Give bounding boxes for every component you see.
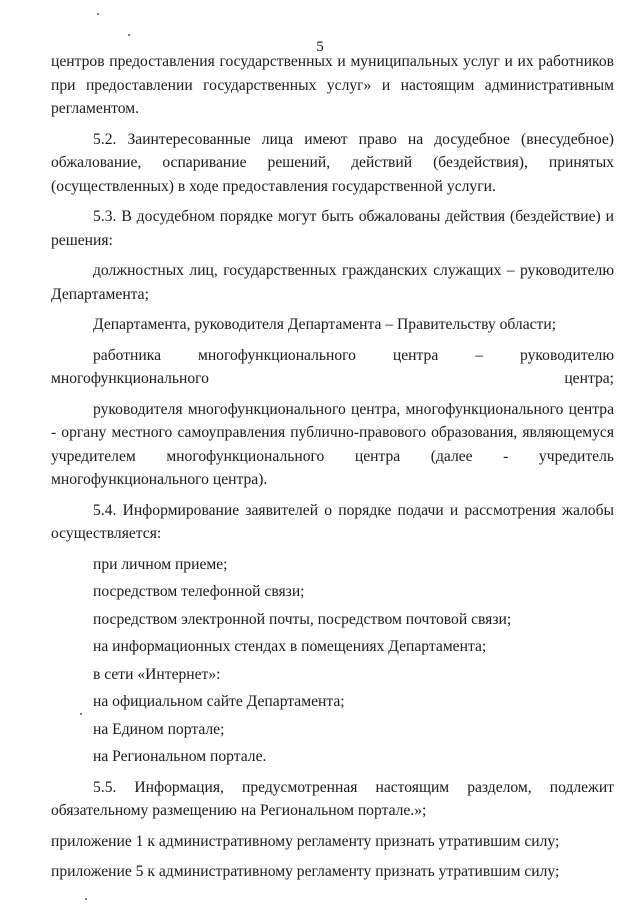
paragraph-mfc-head: руководителя многофункционального центра, многофункционального центра - органу местного самоуправления публично-правового образования, являющемуся учредителем многофункционального центра (далее - учредитель многофункционального центра). (51, 400, 614, 488)
list-item: на Региональном портале. (93, 748, 267, 765)
annex-1-repeal: приложение 1 к административному регламенту признать утратившим силу; (51, 832, 560, 850)
paragraph-mfc-worker: работника многофункционального центра – руководителю многофункционального центра; (51, 346, 614, 387)
list-item: на Едином портале; (93, 720, 225, 738)
page-number: 5 (316, 39, 324, 55)
annex-5-repeal: приложение 5 к административному регламенту признать утратившим силу; (51, 863, 560, 880)
scan-speck (85, 898, 87, 900)
list-item: при личном приеме; (93, 555, 228, 573)
paragraph-continuation: центров предоставления государственных и муниципальных услуг и их работников при предоставлении государственных услуг» и настоящим административным регламентом. (51, 53, 614, 117)
paragraph-5-3: 5.3. В досудебном порядке могут быть обжалованы действия (бездействие) и решения: (51, 208, 614, 249)
scan-speck (128, 34, 130, 36)
paragraph-department: Департамента, руководителя Департамента – Правительству области; (93, 316, 557, 333)
paragraph-officials: должностных лиц, государственных гражданских служащих – руководителю Департамента; (51, 262, 614, 303)
document-body (51, 50, 614, 891)
scan-speck (80, 713, 82, 715)
scan-speck (97, 13, 99, 15)
list-item: на информационных стендах в помещениях Департамента; (93, 638, 487, 655)
list-item: посредством электронной почты, посредством почтовой связи; (93, 610, 512, 628)
paragraph-5-5: 5.5. Информация, предусмотренная настоящим разделом, подлежит обязательному размещению на Региональном портале.»; (51, 778, 614, 819)
paragraph-5-4: 5.4. Информирование заявителей о порядке подачи и рассмотрения жалобы осуществляется: (51, 501, 614, 542)
list-item: посредством телефонной связи; (93, 583, 305, 600)
list-item: на официальном сайте Департамента; (93, 693, 345, 710)
list-item: в сети «Интернет»: (93, 665, 221, 683)
paragraph-5-2: 5.2. Заинтересованные лица имеют право на досудебное (внесудебное) обжалование, оспаривание решений, действий (бездействия), принятых (осуществленных) в ходе предоставления государственной услуги. (51, 130, 614, 195)
